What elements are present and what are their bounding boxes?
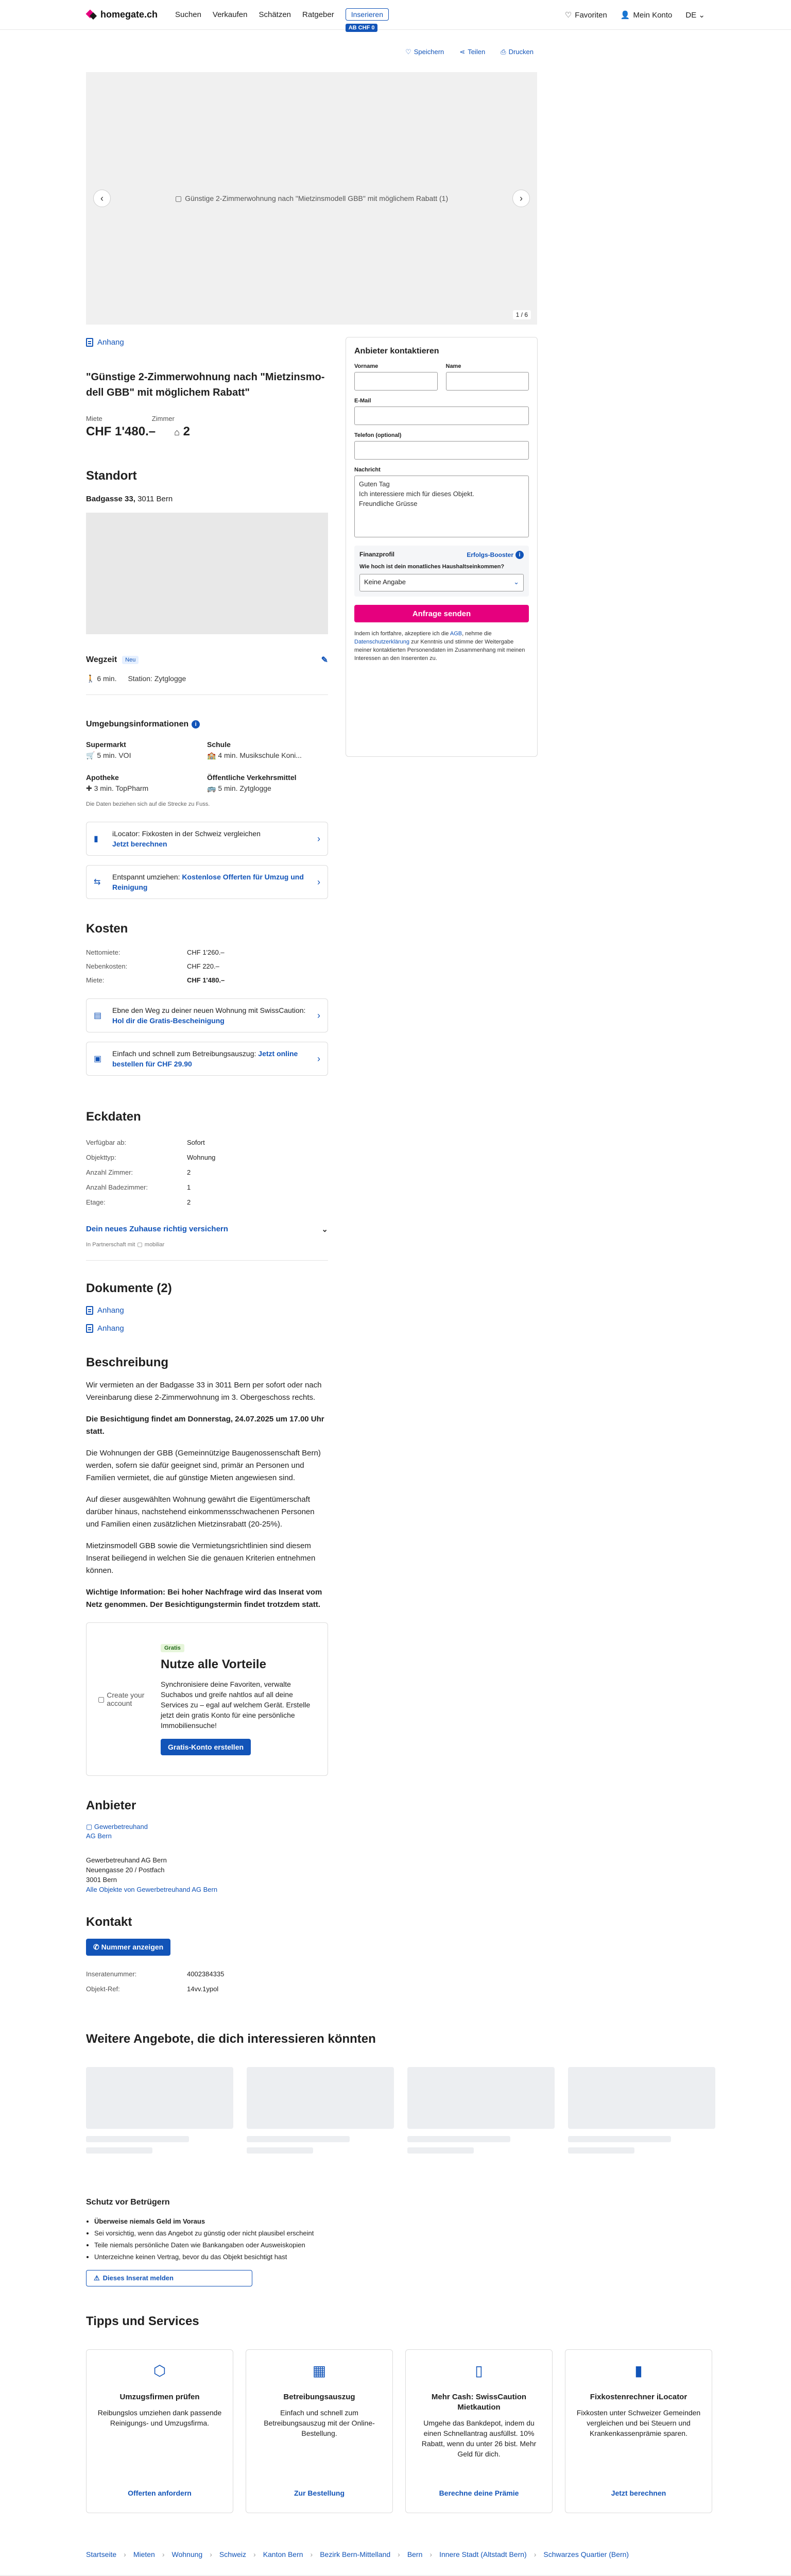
wegzeit-row: Wegzeit Neu ✎ — [86, 655, 328, 665]
description-paragraph: Wichtige Information: Bei hoher Nachfrage wird das Inserat vom Netz genommen. Der Besichtigungstermin findet trotzdem statt. — [86, 1588, 322, 1609]
phone-input[interactable] — [354, 441, 529, 460]
chevron-down-icon: ⌄ — [698, 10, 705, 20]
surroundings-heading: Umgebungsinformationen i — [86, 720, 328, 729]
chevron-down-icon: ⌄ — [321, 1225, 328, 1234]
share-action[interactable]: ⋖ Teilen — [459, 48, 486, 56]
tips-grid — [0, 2349, 791, 2513]
chevron-right-icon: › — [317, 1010, 320, 1021]
offer-skeleton — [86, 2067, 233, 2179]
gallery-image: ▢ Günstige 2-Zimmerwohnung nach "Mietzinsmodell GBB" mit möglichem Rabatt (1) — [175, 194, 449, 202]
costs-heading: Kosten — [86, 922, 128, 936]
offer-skeleton — [407, 2067, 555, 2179]
breadcrumb-item[interactable]: Schwarzes Quartier (Bern) — [543, 2550, 629, 2558]
top-header — [0, 0, 791, 30]
insert-button[interactable]: Inserieren — [346, 8, 389, 21]
document-icon — [86, 1324, 93, 1333]
school-icon: 🏫 — [207, 751, 216, 759]
chevron-right-icon: › — [317, 834, 320, 844]
cash-icon: ▯ — [475, 2363, 483, 2379]
breadcrumb-item[interactable]: Innere Stadt (Altstadt Bern) — [439, 2550, 527, 2558]
income-select[interactable]: Keine Angabe ⌄ — [359, 574, 524, 591]
show-number-button[interactable]: ✆ Nummer anzeigen — [86, 1939, 170, 1956]
location-map[interactable] — [86, 513, 328, 634]
ilocator-card[interactable]: ▮ iLocator: Fixkosten in der Schweiz vergleichen Jetzt berechnen › — [86, 822, 328, 856]
send-request-button[interactable]: Anfrage senden — [354, 605, 529, 622]
fraud-tip: • Sei vorsichtig, wenn das Angebot zu günstig oder nicht plausibel erscheint — [94, 2227, 791, 2239]
save-action[interactable]: ♡ Speichern — [405, 48, 444, 56]
attachment-link[interactable]: Anhang — [86, 338, 328, 347]
warning-icon: ⚠ — [94, 2274, 100, 2282]
broken-image-icon: ▢ — [175, 194, 182, 202]
key-facts-labels: Miete Zimmer — [86, 415, 175, 422]
tips-heading: Tipps und Services — [86, 2314, 199, 2328]
tip-link[interactable]: Zur Bestellung — [294, 2489, 345, 2497]
rooms-value: ⌂ 2 — [174, 425, 191, 438]
breadcrumb-item[interactable]: Mieten — [133, 2550, 155, 2558]
header-right — [565, 10, 705, 20]
chevron-down-icon: ⌄ — [513, 578, 519, 586]
user-icon: 👤 — [620, 10, 630, 20]
broken-image-icon: ▢ — [98, 1694, 105, 1703]
walking-icon: 🚶 — [86, 674, 95, 683]
nav-verkaufen[interactable]: Verkaufen — [212, 10, 248, 19]
wegzeit-details: 🚶 6 min. Station: Zytglogge — [86, 674, 186, 683]
listing-actions — [0, 30, 791, 60]
divider — [86, 694, 328, 695]
print-action[interactable]: ⎙ Drucken — [501, 48, 534, 56]
create-account-button[interactable]: Gratis-Konto erstellen — [161, 1739, 251, 1755]
fraud-tip: • Teile niemals persönliche Daten wie Bankangaben oder Ausweiskopien — [94, 2239, 791, 2251]
finance-profile: Finanzprofil Erfolgs-Booster i Wie hoch ist dein monatliches Haushaltseinkommen? Keine Angabe ⌄ — [354, 546, 529, 597]
moving-card[interactable]: ⇆ Entspannt umziehen: Kostenlose Offerten für Umzug und Reinigung › — [86, 865, 328, 899]
provider-heading: Anbieter — [86, 1799, 136, 1812]
address: Badgasse 33, 3011 Bern — [86, 495, 173, 503]
account-promo — [86, 1622, 328, 1776]
breadcrumb-item[interactable]: Bern — [407, 2550, 423, 2558]
fraud-tip: • Unterzeichne keinen Vertrag, bevor du das Objekt besichtigt hast — [94, 2251, 791, 2263]
offer-skeleton — [247, 2067, 394, 2179]
homegate-logo[interactable]: homegate.ch — [86, 9, 158, 21]
contact-table: Inseratenummer: 4002384335 Objekt-Ref: 14vv.1ypol — [86, 1970, 225, 1993]
key-facts-values — [86, 425, 328, 439]
promo-title: Nutze alle Vorteile — [161, 1657, 266, 1671]
box-icon: ⬡ — [153, 2363, 166, 2379]
info-icon[interactable]: i — [192, 720, 200, 728]
partner-note: In Partnerschaft mit ▢ mobiliar — [86, 1241, 165, 1248]
nav-suchen[interactable]: Suchen — [175, 10, 201, 19]
map-icon: ▮ — [634, 2363, 643, 2379]
breadcrumb-item[interactable]: Wohnung — [171, 2550, 203, 2558]
moving-icon: ⇆ — [94, 878, 101, 887]
poi-item: Schule 🏫 4 min. Musikschule Koni... — [207, 740, 302, 759]
swisscaution-card[interactable]: ▤ Ebne den Weg zu deiner neuen Wohnung mit SwissCaution: Hol dir die Gratis-Bescheinigung › — [86, 998, 328, 1032]
chevron-right-icon: › — [317, 1054, 320, 1064]
tip-link[interactable]: Offerten anfordern — [128, 2489, 192, 2497]
broken-image-icon: ▢ — [137, 1242, 143, 1248]
report-listing-button[interactable]: ⚠ Dieses Inserat melden — [86, 2270, 252, 2286]
chevron-right-icon: › — [317, 877, 320, 887]
debt-extract-card[interactable]: ▣ Einfach und schnell zum Betreibungsauszug: Jetzt online bestellen für CHF 29.90 › — [86, 1042, 328, 1076]
offer-skeleton — [568, 2067, 715, 2179]
bus-icon: 🚌 — [207, 784, 216, 792]
offer-skeletons — [0, 2067, 791, 2179]
tip-link[interactable]: Jetzt berechnen — [611, 2489, 666, 2497]
language-select[interactable]: DE ⌄ — [685, 10, 705, 20]
new-tag: Neu — [122, 656, 139, 664]
promo-text: Synchronisiere deine Favoriten, verwalte Suchabos und greife nahtlos auf all deine Services zu – egal auf welchem Gerät. Erstelle jetzt dein gratis Konto für eine persönliche Immobiliensuche! — [161, 1680, 311, 1730]
first-name-input[interactable] — [354, 372, 438, 391]
broken-image-icon: ▢ — [86, 1823, 93, 1831]
listing-title: "Günstige 2-Zimmerwohnung nach "Mietzinsmo-dell GBB" mit möglichem Rabatt" — [86, 371, 325, 398]
walk-time: 🚶 6 min. — [86, 674, 117, 683]
printer-icon: ⎙ — [501, 48, 506, 56]
privacy-link[interactable]: Datenschutzerklärung — [354, 639, 410, 645]
breadcrumb-item[interactable]: Bezirk Bern-Mittelland — [320, 2550, 391, 2558]
tip-card: ▯ Mehr Cash: SwissCaution Mietkaution Umgehe das Bankdepot, indem du einen Schnellantrag ausfüllst. 10% Rabatt, wenn du unter 26 bist. Mehr Geld für dich. Berechne deine Prämie — [405, 2349, 553, 2513]
image-gallery[interactable] — [86, 72, 537, 325]
description-paragraph: Wir vermieten an der Badgasse 33 in 3011 Bern per sofort oder nach Vereinbarung diese 2-Zimmerwohnung im 3. Obergeschoss rechts. — [86, 1381, 322, 1402]
success-booster-link[interactable]: Erfolgs-Booster i — [467, 551, 524, 559]
tip-card: ⬡ Umzugsfirmen prüfen Reibungslos umziehen dank passende Reinigungs- und Umzugsfirma. Offerten anfordern — [86, 2349, 233, 2513]
main-column — [86, 325, 328, 1993]
rooms-icon: ⌂ — [174, 427, 180, 437]
favorites-link[interactable]: ♡ Favoriten — [564, 10, 607, 20]
poi-note: Die Daten beziehen sich auf die Strecke zu Fuss. — [86, 801, 210, 807]
main-nav — [175, 10, 334, 19]
certificate-icon: ▤ — [94, 1011, 102, 1020]
account-link[interactable]: 👤 Mein Konto — [620, 10, 673, 20]
document-check-icon: ▣ — [94, 1055, 102, 1063]
share-icon: ⋖ — [459, 48, 466, 56]
contact-heading: Kontakt — [86, 1915, 132, 1929]
facts-heading: Eckdaten — [86, 1110, 141, 1124]
description-paragraph: Mietzinsmodell GBB sowie die Vermietungsrichtlinien sind diesem Inserat beiliegend in welchen Sie die genauen Kriterien entnehmen können. — [86, 1541, 316, 1575]
insurance-expander[interactable]: Dein neues Zuhause richtig versichern ⌄ — [86, 1225, 328, 1234]
provider-address: Gewerbetreuhand AG Bern Neuengasse 20 / Postfach 3001 Bern Alle Objekte von Gewerbetreuhand AG Bern — [86, 1856, 218, 1893]
info-icon: i — [515, 551, 524, 559]
divider — [86, 1260, 328, 1261]
gallery-prev-button[interactable]: ‹ — [93, 190, 111, 207]
insert-badge: AB CHF 0 — [346, 24, 378, 32]
tip-card: ▮ Fixkostenrechner iLocator Fixkosten unter Schweizer Gemeinden vergleichen und bei Steuern und Krankenkassenprämie sparen. Jetzt berechnen — [565, 2349, 712, 2513]
tip-link[interactable]: Berechne deine Prämie — [439, 2489, 519, 2497]
nav-ratgeber[interactable]: Ratgeber — [302, 10, 334, 19]
location-heading: Standort — [86, 469, 137, 483]
description-paragraph: Auf dieser ausgewählten Wohnung gewährt die Eigentümerschaft darüber hinaus, nachstehend einkommensschwachenen Personen und Familien einen zusätzlichen Mietzinsrabatt (20-25%). — [86, 1495, 315, 1529]
costs-table: Nettomiete: CHF 1'260.– Nebenkosten: CHF 220.– Miete: CHF 1'480.– — [86, 948, 225, 984]
pharmacy-icon: ✚ — [86, 784, 92, 792]
heart-icon: ♡ — [564, 10, 572, 20]
message-textarea[interactable]: Guten Tag Ich interessiere mich für dieses Objekt. Freundliche Grüsse — [354, 476, 529, 537]
content-wrap — [0, 325, 791, 1993]
gallery-counter: 1 / 6 — [513, 310, 531, 319]
breadcrumb-item[interactable]: Kanton Bern — [263, 2550, 303, 2558]
agb-link[interactable]: AGB — [450, 631, 462, 637]
rent-value: CHF 1'480.– — [86, 425, 156, 438]
edit-icon[interactable]: ✎ — [321, 656, 328, 665]
description-paragraph: Die Wohnungen der GBB (Gemeinnützige Baugenossenschaft Bern) werden, sofern sie dafür geeignet sind, primär an Personen und Familien vermietet, die auf günstige Mieten angewiesen sind. — [86, 1449, 321, 1482]
cart-icon: 🛒 — [86, 751, 95, 759]
last-name-input[interactable] — [446, 372, 529, 391]
description-paragraph: Die Besichtigung findet am Donnerstag, 24.07.2025 um 17.00 Uhr statt. — [86, 1415, 324, 1436]
heart-icon: ♡ — [405, 48, 411, 56]
logo-icon — [86, 9, 97, 21]
poi-item: Öffentliche Verkehrsmittel 🚌 5 min. Zytglogge — [207, 773, 297, 792]
fraud-tip: • Überweise niemals Geld im Voraus — [94, 2215, 791, 2227]
form-title: Anbieter kontaktieren — [354, 347, 439, 355]
poi-item: Supermarkt 🛒 5 min. VOI — [86, 740, 131, 759]
provider-objects-link[interactable]: Alle Objekte von Gewerbetreuhand AG Bern — [86, 1886, 218, 1893]
provider-logo[interactable]: ▢ Gewerbetreuhand AG Bern — [86, 1823, 148, 1840]
fraud-protection: Schutz vor Betrügern • Überweise niemals Geld im Voraus • Sei vorsichtig, wenn das Angebot zu günstig oder nicht plausibel erscheint • Teile niemals persönliche Daten wie Bankangaben oder Ausweiskopien • Unterzeichne keinen Vertrag, bevor du das Objekt besichtigt hast ⚠ Dieses Inserat melden — [0, 2198, 791, 2286]
nav-schaetzen[interactable]: Schätzen — [259, 10, 291, 19]
tip-card: ▦ Betreibungsauszug Einfach und schnell zum Betreibungsauszug mit der Online-Bestellung. Zur Bestellung — [246, 2349, 393, 2513]
description-heading: Beschreibung — [86, 1355, 169, 1369]
breadcrumb-item[interactable]: Startseite — [86, 2550, 117, 2558]
breadcrumb-item[interactable]: Schweiz — [219, 2550, 247, 2558]
poi-grid — [86, 740, 328, 793]
document-icon — [86, 1306, 93, 1315]
more-offers-heading: Weitere Angebote, die dich interessieren könnten — [86, 2032, 376, 2046]
free-badge: Gratis — [161, 1644, 184, 1652]
ilocator-icon: ▮ — [94, 835, 98, 843]
poi-item: Apotheke ✚ 3 min. TopPharm — [86, 773, 149, 792]
documents-heading: Dokumente (2) — [86, 1281, 172, 1295]
document-link[interactable]: Anhang — [86, 1306, 328, 1315]
gallery-next-button[interactable]: › — [512, 190, 530, 207]
email-input[interactable] — [354, 406, 529, 425]
phone-icon: ✆ — [93, 1943, 99, 1951]
register-icon: ▦ — [312, 2363, 326, 2379]
insert-wrap — [346, 10, 389, 31]
document-icon — [86, 338, 93, 347]
promo-image: ▢ Create your account — [98, 1691, 145, 1707]
document-link[interactable]: Anhang — [86, 1324, 328, 1333]
facts-table: Verfügbar ab: Sofort Objekttyp: Wohnung Anzahl Zimmer: 2 Anzahl Badezimmer: 1 Etage: 2 — [86, 1139, 216, 1206]
legal-text: Indem ich fortfahre, akzeptiere ich die AGB, nehme die Datenschutzerklärung zur Kenntnis und stimme der Weitergabe meiner kontaktierten Personendaten im Zusammenhang mit meinen Interessen an den Inserenten zu. — [354, 631, 525, 662]
contact-form: Anbieter kontaktieren Vorname Name E-Mail Telefon (optional) Nachricht Guten Tag Ich interessiere mich für dieses Objekt. Freundliche Grüsse Finanzprofil Erfolgs-Booster i Wie hoch ist dein monatliches Haushaltseinkommen? Keine Angabe ⌄ Anfrage senden Indem ich fortfahre, akzeptiere ich die AGB, nehme die Datenschutzerklärung zur Kenntnis und stimme der Weitergabe meiner kontaktierten Personendaten im Zusammenhang mit meinen Interessen an den Inserenten zu. — [346, 337, 538, 757]
breadcrumb: Startseite › Mieten › Wohnung › Schweiz › Kanton Bern › Bezirk Bern-Mittelland › Bern › Innere Stadt (Altstadt Bern) › Schwarzes Quartier (Bern) — [86, 2550, 629, 2558]
